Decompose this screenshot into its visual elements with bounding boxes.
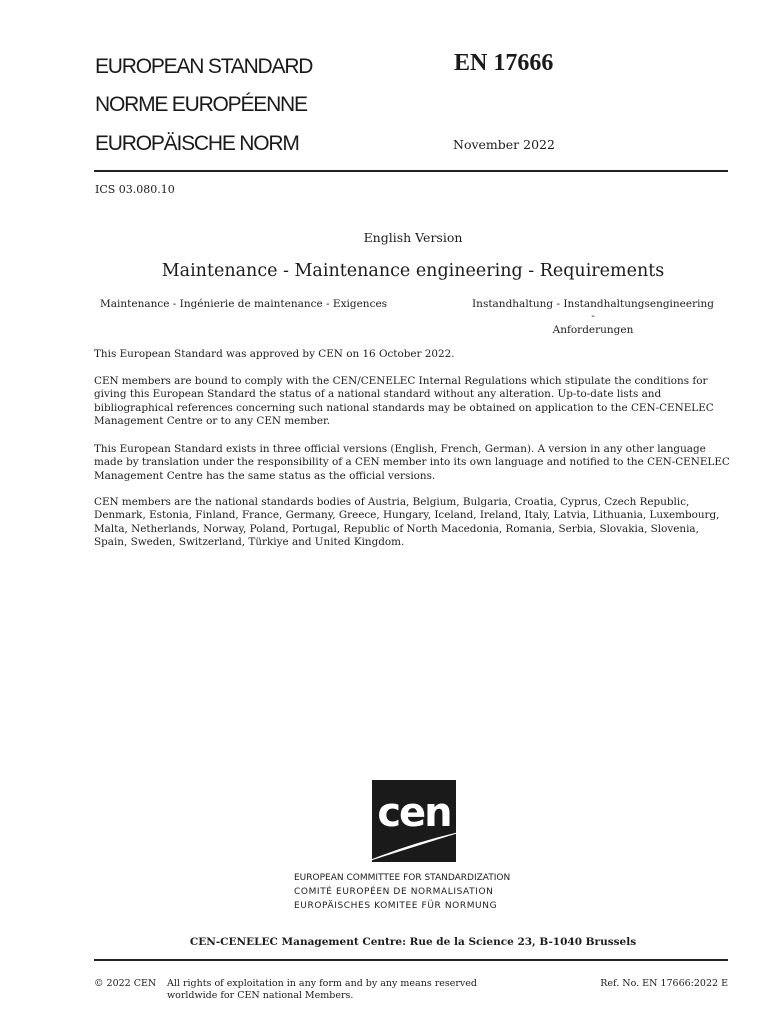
rights-statement [167,978,477,1002]
standard-title-en: EUROPEAN STANDARD [95,55,313,78]
ics-code: ICS 03.080.10 [95,183,175,196]
title-german-line-2: Anforderungen [552,324,634,336]
cen-logo-text: cen [377,790,451,836]
standard-title-fr: NORME EUROPÉENNE [95,93,307,116]
footer-rule [94,959,728,961]
paragraph-versions: This European Standard exists in three official versions (English, French, German). A version in any other language made by translation under the responsibility of a CEN member into its own language and notified to the CEN-CENELEC Management Centre has the same status as the official versions. [94,443,730,482]
cen-logo-mark [372,780,456,862]
cen-logo [372,780,456,862]
title-german [470,298,716,336]
rights-line-2: worldwide for CEN national Members. [167,990,354,1001]
management-centre: CEN-CENELEC Management Centre: Rue de la Science 23, B-1040 Brussels [189,936,637,948]
versions-paragraph [94,443,734,483]
version-label: English Version [363,230,463,245]
reference-number: Ref. No. EN 17666:2022 E [600,978,728,989]
paragraph-compliance: CEN members are bound to comply with the CEN/CENELEC Internal Regulations which stipulate the conditions for giving this European Standard the status of a national standard without any alteration. Up-to-date lists and bibliographical references concerning such national standards may be obtained on application to the CEN-CENELEC Management Centre or to any CEN member. [94,375,714,427]
main-title: Maintenance - Maintenance engineering - Requirements [161,261,665,281]
members-paragraph [94,496,734,549]
publication-date: November 2022 [453,137,555,152]
standard-title-de: EUROPÄISCHE NORM [95,132,299,155]
compliance-paragraph [94,375,734,428]
title-german-line-1: Instandhaltung - Instandhaltungsengineering - [472,298,714,322]
copyright: © 2022 CEN [94,978,157,989]
organization-name-de: EUROPÄISCHES KOMITEE FÜR NORMUNG [294,901,498,911]
title-french: Maintenance - Ingénierie de maintenance - Exigences [100,298,388,310]
paragraph-members: CEN members are the national standards bodies of Austria, Belgium, Bulgaria, Croatia, Cyprus, Czech Republic, Denmark, Estonia, Finland, France, Germany, Greece, Hungary, Iceland, Ireland, Italy, Latvia, Lithuania, Luxembourg, Malta, Netherlands, Norway, Poland, Portugal, Republic of North Macedonia, Romania, Serbia, Slovakia, Slovenia, Spain, Sweden, Switzerland, Türkiye and United Kingdom. [94,496,720,548]
standard-number: EN 17666 [454,50,554,76]
organization-names [294,871,510,913]
organization-name-fr: COMITÉ EUROPÉEN DE NORMALISATION [294,887,494,897]
organization-name-en: EUROPEAN COMMITTEE FOR STANDARDIZATION [294,873,511,883]
approval-paragraph [94,348,734,361]
rights-line-1: All rights of exploitation in any form and by any means reserved [167,978,478,989]
paragraph-approval: This European Standard was approved by CEN on 16 October 2022. [94,348,455,360]
header-rule [94,170,728,172]
